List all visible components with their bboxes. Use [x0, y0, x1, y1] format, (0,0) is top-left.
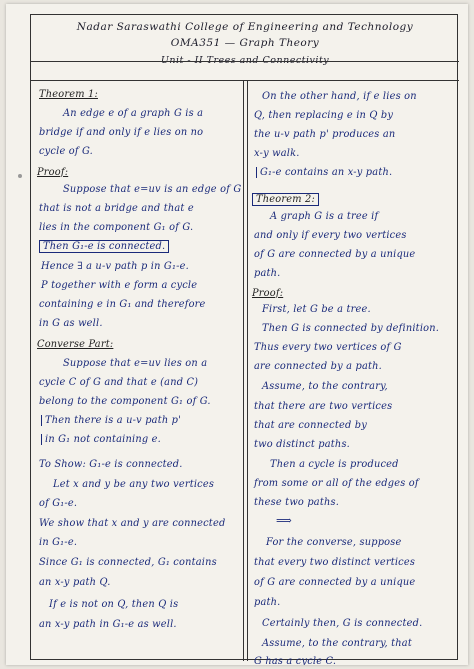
converse-line: of G₁-e. — [39, 498, 78, 509]
college-name: Nadar Saraswathi College of Engineering and Technology — [76, 21, 414, 33]
proof2-line: Then G is connected by definition. — [262, 323, 440, 334]
column-divider-left — [243, 81, 244, 661]
continuation-line: x-y walk. — [254, 148, 300, 159]
implies-arrow: ⟹ — [276, 514, 292, 527]
converse-line: cycle C of G and that e (and C) — [39, 377, 199, 388]
converse-line: belong to the component G₁ of G. — [39, 396, 211, 407]
continuation-line: On the other hand, if e lies on — [262, 91, 417, 102]
proof2-line: G has a cycle C. — [254, 656, 337, 665]
proof-line: lies in the component G₁ of G. — [39, 222, 194, 233]
converse-line: If e is not on Q, then Q is — [49, 599, 179, 610]
theorem2-line: and only if every two vertices — [254, 230, 407, 241]
converse-line: an x-y path in G₁-e as well. — [39, 619, 177, 630]
continuation-line: the u-v path p' produces an — [254, 129, 396, 140]
theorem1-line: An edge e of a graph G is a — [63, 108, 204, 119]
theorem2-line: path. — [254, 268, 281, 279]
header-rule-1 — [31, 61, 459, 62]
theorem2-heading: Theorem 2: — [252, 193, 319, 206]
page-border — [30, 14, 458, 665]
proof2-line: Assume, to the contrary, — [262, 381, 388, 392]
binder-hole-mark — [18, 174, 22, 178]
converse-line: in G₁-e. — [39, 537, 78, 548]
proof2-line: of G are connected by a unique — [254, 577, 416, 588]
proof2-line: Thus every two vertices of G — [254, 342, 402, 353]
proof2-heading: Proof: — [252, 288, 284, 299]
proof-boxed-line: Then G₁-e is connected. — [39, 240, 169, 253]
theorem2-line: A graph G is a tree if — [270, 211, 379, 222]
converse-line: To Show: G₁-e is connected. — [39, 459, 183, 470]
theorem2-line: of G are connected by a unique — [254, 249, 416, 260]
proof2-line: path. — [254, 597, 281, 608]
proof-line: P together with e form a cycle — [41, 280, 198, 291]
proof2-line: are connected by a path. — [254, 361, 382, 372]
proof-line: Suppose that e=uv is an edge of G — [63, 184, 242, 195]
continuation-line: Q, then replacing e in Q by — [254, 110, 394, 121]
proof-heading: Proof: — [37, 167, 69, 178]
proof2-line: For the converse, suppose — [266, 537, 402, 548]
proof2-line: two distinct paths. — [254, 439, 350, 450]
converse-heading: Converse Part: — [37, 339, 114, 350]
proof2-line: First, let G be a tree. — [262, 304, 371, 315]
page-header — [31, 15, 459, 79]
converse-line: Suppose that e=uv lies on a — [63, 358, 208, 369]
proof2-line: Certainly then, G is connected. — [262, 618, 423, 629]
converse-line: Let x and y be any two vertices — [53, 479, 215, 490]
proof2-line: that are connected by — [254, 420, 367, 431]
scanned-page — [6, 4, 468, 665]
continuation-bracketed-line: G₁-e contains an x-y path. — [256, 167, 392, 178]
left-column — [31, 81, 243, 661]
proof2-line: that every two distinct vertices — [254, 557, 416, 568]
proof2-line: Then a cycle is produced — [270, 459, 399, 470]
proof2-line: that there are two vertices — [254, 401, 393, 412]
converse-line: Since G₁ is connected, G₁ contains — [39, 557, 217, 568]
theorem1-line: cycle of G. — [39, 146, 93, 157]
proof-line: in G as well. — [39, 318, 103, 329]
proof2-line: from some or all of the edges of — [254, 478, 419, 489]
converse-bracketed-line: in G₁ not containing e. — [41, 434, 161, 445]
converse-line: an x-y path Q. — [39, 577, 111, 588]
proof2-line: these two paths. — [254, 497, 340, 508]
course-title: OMA351 — Graph Theory — [170, 37, 320, 49]
proof-line: Hence ∃ a u-v path p in G₁-e. — [41, 261, 189, 272]
converse-bracketed-line: Then there is a u-v path p' — [41, 415, 181, 426]
proof-line: that is not a bridge and that e — [39, 203, 194, 214]
theorem1-line: bridge if and only if e lies on no — [39, 127, 204, 138]
right-column — [248, 81, 459, 665]
proof2-line: Assume, to the contrary, that — [262, 638, 412, 649]
converse-line: We show that x and y are connected — [39, 518, 226, 529]
proof-line: containing e in G₁ and therefore — [39, 299, 206, 310]
unit-title: Unit - II Trees and Connectivity — [160, 55, 330, 66]
theorem1-heading: Theorem 1: — [39, 89, 98, 100]
